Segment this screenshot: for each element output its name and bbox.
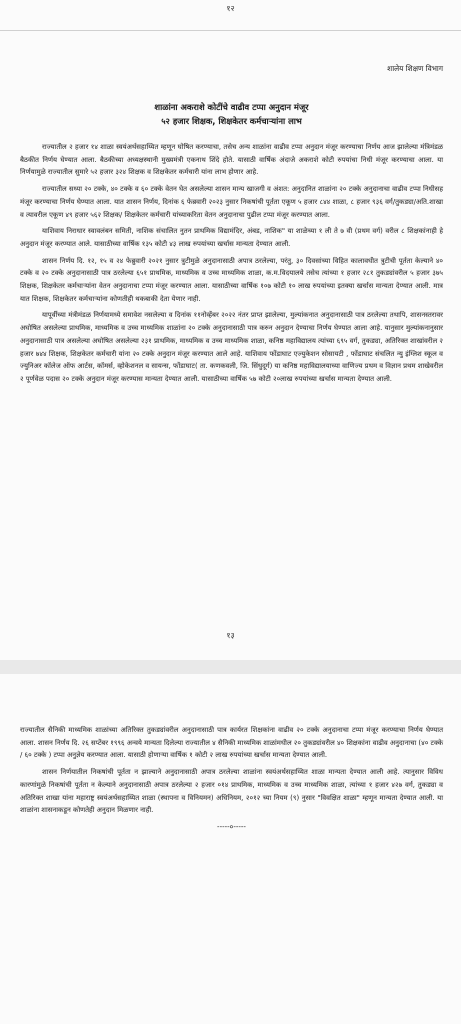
body-text-page-2	[20, 724, 443, 832]
page-number-top: १२	[226, 4, 235, 13]
headline-line-1: शाळांना अकराशे कोटींचे वाढीव टप्पा अनुदान मंजूर	[154, 102, 309, 112]
body-text-page-1	[20, 141, 443, 390]
headline	[20, 100, 443, 128]
department-label: शालेय शिक्षण विभाग	[387, 64, 443, 73]
document-page-2	[0, 674, 461, 1024]
paragraph: शासन निर्णयातील निकषांची पूर्तता न झाल्याने अनुदानासाठी अपात्र ठरलेल्या शाळांना स्वयंअर्थसहाय्यित शाळा मान्यता देण्यात आली आहे. त्यानुसार विविध कारणांमुळे निकषांची पूर्तता न केल्याने अनुदानासाठी अपात्र ठरलेल्या २ हजार ०१४ प्राथमिक, माध्यमिक व उच्च माध्यमिक शाळा, त्यांच्या १ हजार ४२७ वर्ग, तुकड्या व अतिरिक्त शाखा यांना महाराष्ट्र स्वयंअर्थसहाय्यित शाळा (स्थापना व विनियमन) अधिनियम, २०१२ च्या नियम (९) नुसार "विवक्षित शाळा" म्हणून मान्यता देण्यात आली. या शाळांना शासनाकडून कोणतेही अनुदान मिळणार नाही.	[20, 768, 443, 815]
page-number-bottom: १३	[226, 631, 235, 640]
paragraph: राज्यातील सध्या २० टक्के, ४० टक्के व ६० टक्के वेतन घेत असलेल्या शासन मान्य खाजगी व अंशत: अनुदानित शाळांना २० टक्के अनुदानाचा वाढीव टप्पा निधीसह मंजूर करण्याचा निर्णय घेण्यात आला. यात शासन निर्णय, दिनांक ६ फेब्रवारी २०२३ नुसार निकषांची पूर्तता एकूण ५ हजार ८४४ शाळा, ८ हजार ९३६ वर्ग/तुकड्या/अति.शाखा व त्यावरील एकूण ४९ हजार ५६२ शिक्षक/ शिक्षकेतर कर्मचारी यांच्याकरिता वेतन अनुदानाचा पुढील टप्पा मंजूर करण्यात आला.	[20, 185, 443, 219]
paragraph: शासन निर्णय दि. १२, १५ व २४ फेब्रुवारी २०२१ नुसार त्रुटीमुळे अनुदानासाठी अपात्र ठरलेल्या, परंतु, ३० दिवसांच्या विहित कालावधीत त्रुटीची पूर्तता केल्याने ४० टक्के व २० टक्के अनुदानासाठी पात्र ठरलेल्या ६५१ प्राथमिक, माध्यमिक व उच्च माध्यमिक शाळा, क.म.विदयालये तसेच त्यांच्या १ हजार २८१ तुकड्यांवरील ५ हजार ३७५ शिक्षक, शिक्षकेतर कर्मचाऱ्यांना वेतन अनुदानाचा टप्पा मंजूर करण्यात आला. यासाठीच्या वार्षिक १०७ कोटी १० लाख रुपयांच्या इतक्या खर्चास मान्यता देण्यात आली. मात्र यात शिक्षक, शिक्षकेतर कर्मचाऱ्यांना कोणतीही थकबाकी देता येणार नाही.	[20, 256, 443, 303]
paragraph: याशिवाय निराधार स्वावलंबन समिती, नाशिक संचालित नुतन प्राथमिक विद्यामंदिर, अंबड, नाशिक" या शाळेच्या १ ली ते ७ वी (प्रथम वर्ग) वरील ८ शिक्षकांनाही हे अनुदान मंजूर करण्यात आले. यासाठीच्या वार्षिक १३५ कोटी ४३ लाख रुपयांच्या खर्चास मान्यता देण्यात आली.	[20, 227, 443, 248]
paragraph: राज्यातील सैनिकी माध्यमिक शाळांच्या अतिरिक्त तुकड्यांवरील अनुदानासाठी पात्र कार्यरत शिक्षकांना वाढीव २० टक्के अनुदानाचा टप्पा मंजूर करण्याचा निर्णय घेण्यात आला. शासन निर्णय दि. २६ सप्टेंबर १९९६ अन्वये मान्यता दिलेल्या राज्यातील ४ सैनिकी माध्यमिक शाळांमधील २० तुकड्यांवरील ४० शिक्षकांना वाढीव अनुदानाचा (४० टक्के / ६० टक्के ) टप्पा अनुज्ञेय करण्यात आला. यासाठी होणाऱ्या वार्षिक १ कोटी २ लाख रुपयांच्या खर्चास मान्यता देण्यात आली.	[20, 726, 443, 760]
paragraph: यापूर्वीच्या मंत्रीमंडळ निर्णयामध्ये समावेश नसलेल्या व दिनांक ११नोव्हेंबर २०२२ नंतर प्राप्त झालेल्या, मुल्यांकनात अनुदानासाठी पात्र ठरलेल्या तथापि, शासनस्तरावर अघोषित असलेल्या प्राथमिक, माध्यमिक व उच्च माध्यमिक शाळांना २० टक्के अनुदानासाठी पात्र करुन अनुदान देण्याचा निर्णय घेण्यात आला आहे. यानुसार मुल्यांकनानुसार अनुदानासाठी पात्र असलेल्या अघोषित असलेल्या २३१ प्राथमिक, माध्यमिक व उच्च माध्यमिक शाळा, कनिष्ठ महाविद्यालय त्यांच्या ६९५ वर्ग, तुकड्या, अतिरिक्त शाखांवरील २ हजार ७४४ शिक्षक, शिक्षकेतर कर्मचारी यांना २० टक्के अनुदान मंजूर करण्यात आले आहे. याशिवाय फोंडाघाट एज्युकेशन सोसायटी , फोंडाघाट संचलित न्यु इंग्लिश स्कूल व ज्युनिअर कॉलेज ऑफ आर्टस, कॉमर्स, व्होकेशनल व सायन्स, फोंडाघाट( ता. कणकवली, जि. सिंधुदूर्ग) या कनिष्ठ महाविद्यालयाच्या वाणिज्य प्रथम व विज्ञान प्रथम शाखेवरील २ पूर्णवेळ पदास २० टक्के अनुदान मंजूर करण्यास मान्यता देण्यात आली. यासाठीच्या वार्षिक ५७ कोटी २०लाख रुपयांच्या खर्चास मान्यता देण्यात आली.	[20, 311, 443, 383]
end-mark: -----०-----	[217, 822, 246, 831]
paragraph: राज्यातील २ हजार १४ शाळा स्वयंअर्थसहाय्यित म्हणून घोषित करण्याचा, तसेच अन्य शाळांना वाढीव टप्पा अनुदान मंजूर करण्याचा निर्णय आज झालेल्या मंत्रिमंडळ बैठकीत निर्णय घेण्यात आला. बैठकीच्या अध्यक्षस्थानी मुख्यमंत्री एकनाथ शिंदे होते. यासाठी वार्षिक अंदाजे अकराशे कोटी रुपयांचा निधी मंजूर करण्याचा आला. या निर्णयामुळे राज्यातील सुमारे ५२ हजार ३२४ शिक्षक व शिक्षकेतर कर्मचारी यांना लाभ होणार आहे.	[20, 143, 443, 177]
page-divider	[0, 30, 461, 31]
headline-line-2: ५२ हजार शिक्षक, शिक्षकेतर कर्मचाऱ्यांना लाभ	[161, 116, 302, 126]
